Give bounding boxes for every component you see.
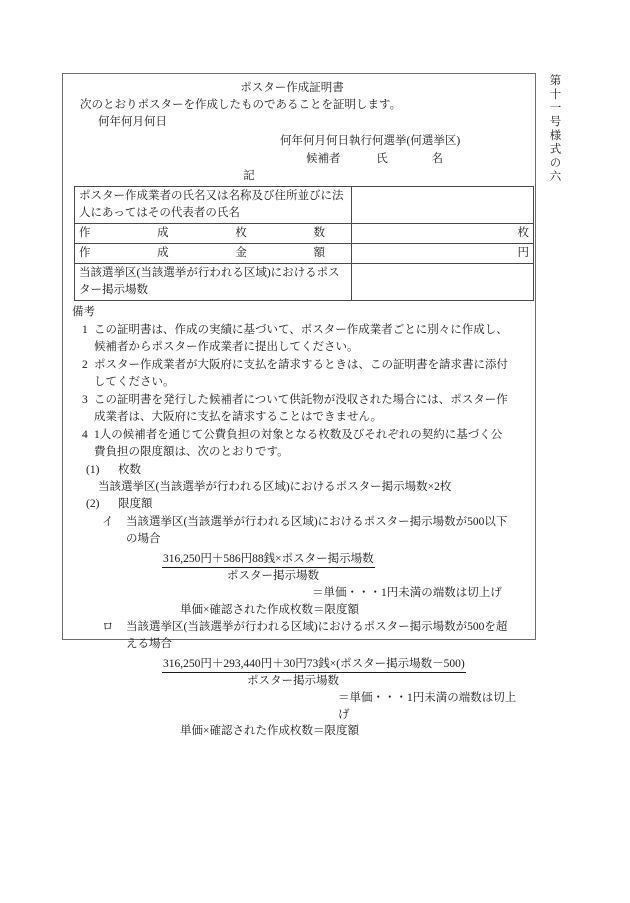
note-line: 1人の候補者を通じて公費負担の対象となる枚数及びそれぞれの契約に基づく公: [94, 428, 503, 441]
sub-item-body: [118, 496, 526, 513]
date-placeholder: 何年何月何日: [98, 115, 167, 128]
table-row: [75, 264, 534, 301]
note-body: [94, 357, 526, 392]
note-line: ポスター作成業者が大阪府に支払を請求するときは、この証明書を請求書に添付: [94, 358, 508, 371]
note-item-2: [72, 357, 526, 392]
table-row: [75, 187, 534, 224]
sub-item-1-detail: 当該選挙区(当該選挙が行われる区域)におけるポスター掲示場数×2枚: [98, 480, 452, 493]
label-part: 成: [157, 247, 169, 260]
row-value-sheet-count[interactable]: 枚: [352, 224, 534, 244]
formula-result: ＝単価・・・1円未満の端数は切上げ: [338, 692, 517, 721]
note-line: 費負担の限度額は、次のとおりです。: [94, 446, 289, 459]
form-number-vertical: 第十一号様式の六: [548, 74, 561, 184]
formula-expression: [126, 551, 526, 619]
note-item-1: [72, 322, 526, 357]
note-body: [94, 322, 526, 357]
label-part: 数: [313, 227, 325, 240]
ki-marker: 記: [243, 170, 255, 183]
formula-condition-line: の場合: [126, 533, 161, 546]
note-number: 2: [82, 358, 88, 371]
row-value-amount[interactable]: 円: [352, 244, 534, 264]
note-number: 4: [82, 428, 88, 441]
label-part: 作: [79, 247, 91, 260]
formula-expression: [126, 656, 526, 741]
label-part: 作: [79, 227, 91, 240]
formula-block-ro: [72, 619, 526, 741]
formula-result: ＝単価・・・1円未満の端数は切上げ: [312, 587, 502, 599]
notes-heading: 備考: [72, 306, 95, 319]
note-body: [94, 427, 526, 462]
lead-sentence: 次のとおりポスターを作成したものであることを証明します。: [80, 98, 402, 111]
notes-section: [72, 304, 526, 740]
formula-condition-line: える場合: [126, 638, 172, 651]
formula-condition-line: 当該選挙区(当該選挙が行われる区域)におけるポスター掲示場数が500を超: [126, 620, 508, 633]
sub-item-title: 枚数: [118, 463, 141, 476]
formula-denominator: ポスター掲示場数: [247, 675, 339, 688]
row-label-poster-boards: 当該選挙区(当該選挙が行われる区域)におけるポスター掲示場数: [75, 264, 352, 301]
certificate-table: [74, 186, 534, 301]
formula-marker: イ: [102, 515, 114, 528]
note-line: 候補者からポスター作成業者に提出してください。: [94, 341, 359, 354]
sub-item-title: 限度額: [118, 498, 153, 511]
note-number: 1: [82, 323, 88, 336]
page-title: ポスター作成証明書: [240, 82, 344, 94]
formula-denominator: ポスター掲示場数: [227, 570, 319, 583]
table-row: [75, 244, 534, 264]
document-inner: [63, 74, 535, 738]
candidate-givenname-label: 名: [431, 152, 443, 165]
label-part: 成: [157, 227, 169, 240]
candidate-line: [280, 151, 526, 168]
formula-body: [126, 514, 526, 619]
document-frame: [62, 73, 536, 738]
note-line: この証明書を発行した候補者について供託物が没収された場合には、ポスター作: [94, 393, 508, 406]
label-part: 金: [235, 247, 247, 260]
formula-block-i: [72, 514, 526, 619]
sub-item-number: (1): [86, 463, 100, 476]
table-row: [75, 224, 534, 244]
row-label-sheet-count: [75, 224, 352, 244]
row-label-producer-name: ポスター作成業者の氏名又は名称及び住所並びに法人にあってはその代表者の氏名: [75, 187, 352, 224]
note-body: [94, 392, 526, 427]
sub-item-2: [72, 496, 526, 513]
election-line: 何年何月何日執行何選挙(何選挙区): [280, 135, 461, 148]
note-number: 3: [82, 393, 88, 406]
note-line: 成業者は、大阪府に支払を請求することはできません。: [94, 411, 383, 424]
formula-final: 単価×確認された作成枚数＝限度額: [180, 603, 359, 616]
candidate-label: 候補者: [306, 152, 341, 165]
formula-numerator: 316,250円＋586円88銭×ポスター掲示場数: [162, 551, 375, 568]
sub-item-1: [72, 462, 526, 479]
row-label-amount: [75, 244, 352, 264]
formula-numerator: 316,250円＋293,440円＋30円73銭×(ポスター掲示場数－500): [162, 656, 466, 673]
note-line: してください。: [94, 376, 175, 389]
formula-body: [126, 619, 526, 741]
note-line: この証明書は、作成の実績に基づいて、ポスター作成業者ごとに別々に作成し、: [94, 323, 508, 336]
label-part: 額: [313, 247, 325, 260]
note-item-4: [72, 427, 526, 462]
sub-item-number: (2): [86, 498, 100, 511]
formula-final: 単価×確認された作成枚数＝限度額: [180, 725, 359, 738]
sub-item-body: [118, 462, 526, 479]
label-part: 枚: [235, 227, 247, 240]
note-item-3: [72, 392, 526, 427]
formula-condition-line: 当該選挙区(当該選挙が行われる区域)におけるポスター掲示場数が500以下: [126, 515, 508, 528]
candidate-surname-label: 氏: [376, 152, 388, 165]
formula-marker: ロ: [102, 620, 114, 633]
election-block: [72, 133, 526, 168]
row-value-producer-name[interactable]: [352, 187, 534, 224]
row-value-poster-boards[interactable]: [352, 264, 534, 301]
